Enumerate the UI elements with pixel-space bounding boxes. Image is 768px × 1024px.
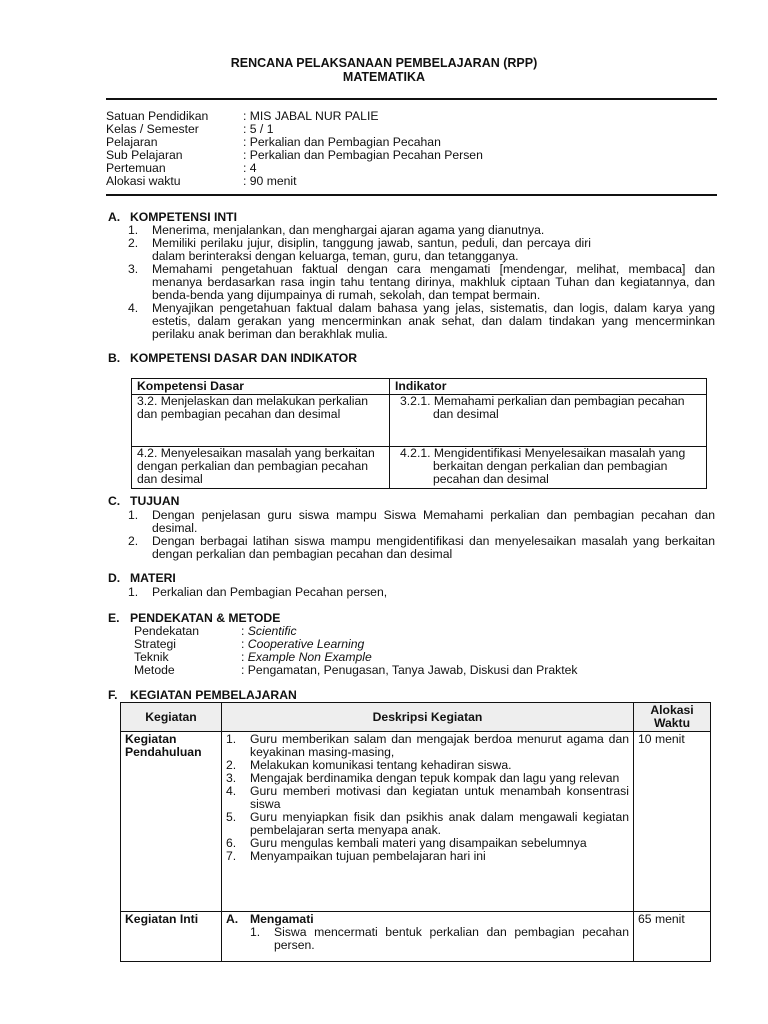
section-title: MATERI: [130, 571, 176, 585]
list-number: 3.: [128, 262, 139, 276]
section-heading-tujuan: [108, 495, 179, 508]
list-text: Melakukan komunikasi tentang kehadiran siswa.: [250, 758, 512, 772]
identity-label: Kelas / Semester: [106, 122, 199, 136]
subheading-title: Mengamati: [250, 912, 314, 926]
list-item: [226, 785, 629, 811]
column-header: Alokasi Waktu: [634, 703, 711, 732]
list-number: 1.: [226, 732, 237, 746]
metode-label: Strategi: [134, 637, 177, 651]
list-text: Guru memberikan salam dan mengajak berdoa menurut agama dan keyakinan masing-masing,: [250, 732, 629, 759]
list-number: 4.: [128, 301, 139, 315]
list-text: Menyampaikan tujuan pembelajaran hari ini: [250, 849, 486, 863]
identity-value: : Perkalian dan Pembagian Pecahan: [243, 135, 441, 149]
list-number: 6.: [226, 836, 237, 850]
kegiatan-description: [222, 912, 634, 962]
indikator-text: 4.2.1. Mengidentifikasi Menyelesaikan masalah yang berkaitan dengan perkalian dan pembagian pecahan dan desimal: [400, 446, 686, 486]
kegiatan-description: [222, 732, 634, 912]
section-title: KEGIATAN PEMBELAJARAN: [130, 688, 297, 702]
identity-value: : Perkalian dan Pembagian Pecahan Persen: [243, 148, 483, 162]
list-number: 1.: [128, 508, 139, 522]
table-cell-indikator: [390, 395, 707, 447]
identity-divider: [106, 194, 717, 196]
list-number: 2.: [128, 534, 139, 548]
table-row: [132, 395, 707, 447]
kegiatan-label: Kegiatan Pendahuluan: [121, 732, 222, 912]
column-header: Kegiatan: [121, 703, 222, 732]
document-subtitle: MATEMATIKA: [342, 70, 426, 84]
list-item: [128, 586, 715, 599]
identity-label: Alokasi waktu: [106, 174, 181, 188]
list-text: Menerima, menjalankan, dan menghargai ajaran agama yang dianutnya.: [152, 223, 545, 237]
section-heading-kompetensi-dasar: [108, 352, 357, 365]
section-title: KOMPETENSI DASAR DAN INDIKATOR: [130, 351, 358, 365]
list-item: [226, 926, 629, 952]
section-title: TUJUAN: [130, 494, 180, 508]
list-text: Guru menyiapkan fisik dan psikhis anak dalam mengawali kegiatan pembelajaran serta menyapa anak.: [250, 810, 629, 837]
list-number: 1.: [250, 925, 261, 939]
list-text: Dengan berbagai latihan siswa mampu mengidentifikasi dan menyelesaikan masalah yang berkaitan dengan perkalian dan pembagian pecahan dan desimal: [152, 534, 715, 561]
list-number: 4.: [226, 784, 237, 798]
section-letter: D.: [108, 571, 121, 585]
column-header: Kompetensi Dasar: [132, 379, 390, 395]
list-number: 3.: [226, 771, 237, 785]
list-item: [128, 302, 715, 341]
list-text: Dengan penjelasan guru siswa mampu Siswa Memahami perkalian dan pembagian pecahan dan desimal.: [152, 508, 715, 535]
table-header-row: [121, 703, 711, 732]
identity-label: Pelajaran: [106, 135, 158, 149]
identity-label: Pertemuan: [106, 161, 166, 175]
top-divider: [106, 98, 717, 100]
metode-value: Pengamatan, Penugasan, Tanya Jawab, Diskusi dan Praktek: [247, 663, 578, 677]
document-title: RENCANA PELAKSANAAN PEMBELAJARAN (RPP): [230, 56, 538, 70]
kegiatan-time: 10 menit: [634, 732, 711, 912]
list-number: 1.: [128, 585, 139, 599]
identity-value: : 5 / 1: [243, 122, 274, 136]
section-heading-kegiatan: [108, 689, 297, 702]
list-text: Perkalian dan Pembagian Pecahan persen,: [152, 585, 388, 599]
identity-value: : 90 menit: [243, 174, 297, 188]
table-header-row: [132, 379, 707, 395]
list-text: Siswa mencermati bentuk perkalian dan pembagian pecahan persen.: [274, 925, 629, 952]
table-cell-kd: 3.2. Menjelaskan dan melakukan perkalian dan pembagian pecahan dan desimal: [132, 395, 390, 447]
column-header: Indikator: [390, 379, 707, 395]
list-text: Mengajak berdinamika dengan tepuk kompak dan lagu yang relevan: [250, 771, 620, 785]
list-number: 7.: [226, 849, 237, 863]
list-number: 1.: [128, 223, 139, 237]
column-header: Deskripsi Kegiatan: [222, 703, 634, 732]
kegiatan-label: Kegiatan Inti: [121, 912, 222, 962]
section-letter: A.: [108, 210, 121, 224]
indikator-text: 3.2.1. Memahami perkalian dan pembagian pecahan dan desimal: [400, 394, 685, 421]
metode-label: Teknik: [134, 650, 169, 664]
list-item: [226, 850, 629, 863]
list-item: [128, 509, 715, 535]
list-number: 2.: [226, 758, 237, 772]
list-text: Memiliki perilaku jujur, disiplin, tanggung jawab, santun, peduli, dan percaya diri dalam berinteraksi dengan keluarga, teman, guru, dan tetangganya.: [152, 236, 591, 263]
kegiatan-table: [120, 702, 711, 962]
section-letter: F.: [108, 688, 118, 702]
table-row-pendahuluan: [121, 732, 711, 912]
section-letter: B.: [108, 351, 121, 365]
list-item: [128, 263, 715, 302]
metode-label: Metode: [134, 663, 175, 677]
metode-value: Example Non Example: [247, 650, 372, 664]
identity-value: : MIS JABAL NUR PALIE: [243, 109, 379, 123]
table-cell-indikator: [390, 447, 707, 489]
section-heading-materi: [108, 572, 176, 585]
section-title: PENDEKATAN & METODE: [130, 611, 281, 625]
list-item: [226, 811, 629, 837]
list-number: 2.: [128, 236, 139, 250]
identity-label: Satuan Pendidikan: [106, 109, 209, 123]
identity-label: Sub Pelajaran: [106, 148, 183, 162]
table-cell-kd: 4.2. Menyelesaikan masalah yang berkaitan dengan perkalian dan pembagian pecahan dan desimal: [132, 447, 390, 489]
list-text: Guru mengulas kembali materi yang disampaikan sebelumnya: [250, 836, 587, 850]
kegiatan-time: 65 menit: [634, 912, 711, 962]
rpp-document-page: RENCANA PELAKSANAAN PEMBELAJARAN (RPP) MATEMATIKA Satuan Pendidikan : MIS JABAL NUR PALIE Kelas / Semester : 5 / 1 Pelajaran : Perkalian dan Pembagian Pecahan Sub Pelajaran : Perkalian dan Pembagian Pecahan Persen Pertemuan : 4 Alokasi waktu : 90 menit A. KOMPETENSI INTI 1. Menerima, menjalankan, dan menghargai ajaran agama yang dianutnya. 2. Memiliki perilaku jujur, disiplin, tanggung jawab, santun, peduli, dan percaya diri dalam berinteraksi dengan keluarga, teman, guru, dan tetangganya. 3. Memahami pengetahuan faktual dengan cara mengamati [mendengar, melihat, membaca] dan menanya berdasarkan rasa ingin tahu tentang dirinya, makhluk ciptaan Tuhan dan kegiatannya, dan benda-benda yang dijumpainya di rumah, sekolah, dan tempat bermain. 4. Menyajikan pengetahuan faktual dalam bahasa yang jelas, sistematis, dan logis, dalam karya yang estetis, dalam gerakan yang mencerminkan anak sehat, dan dalam tindakan yang mencerminkan perilaku anak beriman dan berakhlak mulia. B. KOMPETENSI DASAR DAN INDIKATOR Kompetensi Dasar Indikator 3.2. Menjelaskan dan melakukan perkalian dan pembagian pecahan dan desimal 3.2.1. Memahami perkalian dan pembagian pecahan dan desimal 4.2. Menyelesaikan masalah yang berkaitan dengan perkalian dan pembagian pecahan dan desimal 4.2.1. Mengidentifikasi Menyelesaikan masalah yang berkaitan dengan perkalian dan pembagian pecahan dan desimal C. TUJUAN 1. Dengan penjelasan guru siswa mampu Siswa Memahami perkalian dan pembagian pecahan dan desimal. 2. Dengan berbagai latihan siswa mampu mengidentifikasi dan menyelesaikan masalah yang berkaitan dengan perkalian dan pembagian pecahan dan desimal D. MATERI 1. Perkalian dan Pembagian Pecahan persen, E. PENDEKATAN & METODE Pendekatan : Scientific Strategi : Cooperative Learning Teknik : Example Non Example Metode : Pengamatan, Penugasan, Tanya Jawab, Diskusi dan Praktek F. KEGIATAN PEMBELAJARAN Kegiatan Deskripsi Kegiatan Alokasi Waktu Kegiatan Pendahuluan 1. Guru memberikan salam dan mengajak berdoa menurut agama dan keyakinan masing-masing, 2. Melakukan komunikasi tentang kehadiran siswa. 3. Mengajak berdinamika dengan tepuk kompak dan lagu yang relevan 4. Guru memberi motivasi dan kegiatan untuk menambah konsentrasi siswa 5. Guru menyiapkan fisik dan psikhis anak dalam mengawali kegiatan pembelajaran serta menyapa anak. 6. Guru mengulas kembali materi yang disampaikan sebelumnya 7. Menyampaikan tujuan pembelajaran hari ini 10 menit Kegiatan Inti A. Mengamati 1. Siswa mencermati bentuk perkalian dan pembagian pecahan persen. 65 menit: [0, 0, 768, 1024]
kompetensi-dasar-table: [131, 378, 707, 489]
list-item: [128, 535, 715, 561]
metode-value: Cooperative Learning: [247, 637, 365, 651]
table-row-inti: [121, 912, 711, 962]
list-text: Guru memberi motivasi dan kegiatan untuk menambah konsentrasi siswa: [250, 784, 629, 811]
list-text: Memahami pengetahuan faktual dengan cara mengamati [mendengar, melihat, membaca] dan menanya berdasarkan rasa ingin tahu tentang dirinya, makhluk ciptaan Tuhan dan kegiatannya, dan benda-benda yang dijumpainya di rumah, sekolah, dan tempat bermain.: [152, 262, 715, 302]
list-text: Menyajikan pengetahuan faktual dalam bahasa yang jelas, sistematis, dan logis, dalam karya yang estetis, dalam gerakan yang mencerminkan anak sehat, dan dalam tindakan yang mencerminkan perilaku anak beriman dan berakhlak mulia.: [152, 301, 715, 341]
list-number: 5.: [226, 810, 237, 824]
section-letter: E.: [108, 611, 120, 625]
metode-value: Scientific: [247, 624, 297, 638]
subheading-letter: A.: [226, 912, 239, 926]
section-title: KOMPETENSI INTI: [130, 210, 237, 224]
section-letter: C.: [108, 494, 121, 508]
list-item: [226, 733, 629, 759]
table-row: [132, 447, 707, 489]
identity-value: : 4: [243, 161, 257, 175]
metode-label: Pendekatan: [134, 624, 200, 638]
list-item: [128, 237, 715, 263]
